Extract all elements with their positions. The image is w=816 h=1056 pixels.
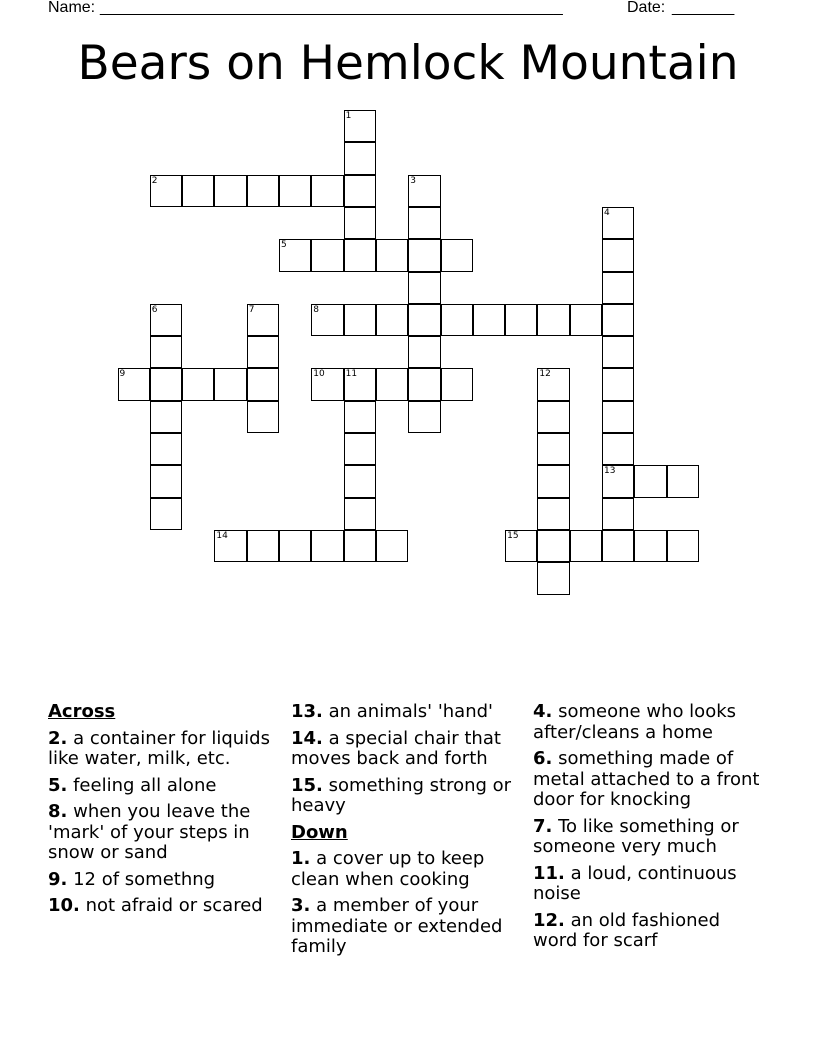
clue-text: a loud, continuous noise <box>533 862 737 904</box>
grid-cell[interactable] <box>505 530 537 562</box>
grid-cell[interactable] <box>150 304 182 336</box>
grid-cell[interactable] <box>408 207 440 239</box>
clue-number-label: 7. <box>533 815 553 837</box>
grid-cell[interactable] <box>602 336 634 368</box>
clue-text: something strong or heavy <box>291 774 512 816</box>
clue-number: 10 <box>313 369 325 380</box>
grid-cell[interactable] <box>537 433 569 465</box>
grid-cell[interactable] <box>537 498 569 530</box>
grid-cell[interactable] <box>344 498 376 530</box>
clue-number-label: 3. <box>291 895 311 916</box>
clue-item <box>533 749 765 811</box>
clue-item <box>533 817 765 858</box>
grid-cell[interactable] <box>602 433 634 465</box>
page-title: Bears on Hemlock Mountain <box>77 36 739 91</box>
clue-number-label: 2. <box>48 727 68 749</box>
grid-cell[interactable] <box>344 530 376 562</box>
clue-number-label: 6. <box>533 748 553 769</box>
clue-text: when you leave the 'mark' of your steps in snow or sand <box>48 801 251 863</box>
grid-cell[interactable] <box>344 368 376 400</box>
clue-number-label: 12. <box>533 909 565 931</box>
name-label: Name: <box>48 0 96 16</box>
clue-number-label: 5. <box>48 774 68 796</box>
grid-cell[interactable] <box>408 304 440 336</box>
clue-number: 7 <box>248 304 255 315</box>
clue-section-heading: Across <box>48 701 116 722</box>
clue-item <box>291 849 523 890</box>
grid-cell[interactable] <box>344 401 376 433</box>
grid-cell[interactable] <box>408 239 440 271</box>
grid-cell[interactable] <box>667 530 699 562</box>
grid-cell[interactable] <box>344 142 376 174</box>
grid-cell[interactable] <box>182 175 214 207</box>
grid-cell[interactable] <box>247 175 279 207</box>
grid-cell[interactable] <box>344 110 376 142</box>
grid-cell[interactable] <box>214 530 246 562</box>
grid-cell[interactable] <box>634 530 666 562</box>
grid-cell[interactable] <box>505 304 537 336</box>
clue-item <box>291 729 523 770</box>
clue-text: a cover up to keep clean when cooking <box>291 848 485 890</box>
clue-item <box>533 864 765 905</box>
grid-cell[interactable] <box>473 304 505 336</box>
grid-cell[interactable] <box>570 530 602 562</box>
grid-cell[interactable] <box>247 368 279 400</box>
grid-cell[interactable] <box>441 239 473 271</box>
grid-cell[interactable] <box>311 368 343 400</box>
grid-cell[interactable] <box>150 175 182 207</box>
grid-cell[interactable] <box>247 530 279 562</box>
clue-column-3 <box>533 702 765 958</box>
clue-column-2 <box>291 702 523 964</box>
grid-cell[interactable] <box>150 465 182 497</box>
grid-cell[interactable] <box>311 304 343 336</box>
clue-number: 5 <box>281 240 287 251</box>
clue-item <box>291 776 523 817</box>
clue-number: 2 <box>151 175 158 186</box>
grid-cell[interactable] <box>537 530 569 562</box>
grid-cell[interactable] <box>247 401 279 433</box>
clue-item <box>48 870 280 891</box>
clue-number: 13 <box>604 466 616 477</box>
clue-number: 12 <box>539 369 551 380</box>
clue-number: 9 <box>119 369 126 380</box>
clue-number-label: 11. <box>533 862 565 884</box>
grid-cell[interactable] <box>247 336 279 368</box>
clue-item <box>291 702 523 723</box>
grid-cell[interactable] <box>344 304 376 336</box>
grid-cell[interactable] <box>537 562 569 594</box>
clue-number: 1 <box>345 111 352 121</box>
clue-section-heading: Down <box>291 821 348 843</box>
grid-cell[interactable] <box>344 239 376 271</box>
grid-cell[interactable] <box>311 175 343 207</box>
clue-number-label: 8. <box>48 801 68 822</box>
clue-number-label: 14. <box>291 727 323 749</box>
grid-cell[interactable] <box>667 465 699 497</box>
grid-cell[interactable] <box>441 368 473 400</box>
clue-number: 14 <box>216 530 228 541</box>
clue-text: something made of metal attached to a front door for knocking <box>533 748 760 810</box>
grid-cell[interactable] <box>376 368 408 400</box>
clue-text: 12 of somethng <box>67 868 216 890</box>
grid-cell[interactable] <box>247 304 279 336</box>
grid-cell[interactable] <box>408 401 440 433</box>
grid-cell[interactable] <box>376 530 408 562</box>
grid-cell[interactable] <box>150 433 182 465</box>
date-label: Date: <box>627 0 666 16</box>
grid-cell[interactable] <box>602 368 634 400</box>
clue-text: a member of your immediate or extended family <box>291 895 503 957</box>
clue-text: someone who looks after/cleans a home <box>533 701 737 743</box>
clue-item <box>48 729 280 770</box>
grid-cell[interactable] <box>279 530 311 562</box>
clue-item <box>48 896 280 917</box>
clue-item <box>48 776 280 797</box>
grid-cell[interactable] <box>602 498 634 530</box>
grid-cell[interactable] <box>602 272 634 304</box>
clue-text: not afraid or scared <box>79 895 263 916</box>
clue-text: an old fashioned word for scarf <box>533 909 721 951</box>
clue-text: a special chair that moves back and forth <box>291 727 501 769</box>
clue-text: an animals' 'hand' <box>322 701 493 722</box>
grid-cell[interactable] <box>570 304 602 336</box>
grid-cell[interactable] <box>344 207 376 239</box>
grid-cell[interactable] <box>150 336 182 368</box>
grid-cell[interactable] <box>537 401 569 433</box>
clue-number-label: 13. <box>291 701 323 722</box>
clue-number: 3 <box>410 175 416 186</box>
grid-cell[interactable] <box>537 465 569 497</box>
clue-item <box>291 896 523 958</box>
grid-cell[interactable] <box>408 368 440 400</box>
grid-cell[interactable] <box>344 433 376 465</box>
grid-cell[interactable] <box>602 207 634 239</box>
grid-cell[interactable] <box>602 530 634 562</box>
grid-cell[interactable] <box>602 465 634 497</box>
grid-cell[interactable] <box>311 239 343 271</box>
clue-item <box>48 802 280 864</box>
grid-cell[interactable] <box>408 272 440 304</box>
grid-cell[interactable] <box>376 304 408 336</box>
clue-item <box>533 702 765 743</box>
clue-number: 15 <box>507 530 519 541</box>
clue-text: feeling all alone <box>67 774 217 796</box>
name-line[interactable]: ____________________________________________________ <box>100 0 563 16</box>
grid-cell[interactable] <box>311 530 343 562</box>
clue-item <box>533 911 765 952</box>
grid-cell[interactable] <box>537 368 569 400</box>
grid-cell[interactable] <box>408 336 440 368</box>
grid-cell[interactable] <box>344 465 376 497</box>
grid-cell[interactable] <box>118 368 150 400</box>
grid-cell[interactable] <box>602 401 634 433</box>
clue-number: 8 <box>313 304 320 315</box>
grid-cell[interactable] <box>602 304 634 336</box>
grid-cell[interactable] <box>344 175 376 207</box>
clue-number: 6 <box>151 304 158 315</box>
clue-text: a container for liquids like water, milk, etc. <box>48 727 270 769</box>
grid-cell[interactable] <box>182 368 214 400</box>
grid-cell[interactable] <box>279 239 311 271</box>
grid-cell[interactable] <box>214 175 246 207</box>
grid-cell[interactable] <box>150 368 182 400</box>
date-line[interactable]: _______ <box>672 0 735 16</box>
clue-number: 11 <box>345 369 358 380</box>
grid-cell[interactable] <box>279 175 311 207</box>
grid-cell[interactable] <box>376 239 408 271</box>
grid-cell[interactable] <box>408 175 440 207</box>
grid-cell[interactable] <box>150 498 182 530</box>
clue-number-label: 15. <box>291 774 323 796</box>
grid-cell[interactable] <box>150 401 182 433</box>
clue-number-label: 10. <box>48 895 80 916</box>
clue-number-label: 4. <box>533 701 553 722</box>
grid-cell[interactable] <box>634 465 666 497</box>
grid-cell[interactable] <box>214 368 246 400</box>
grid-cell[interactable] <box>441 304 473 336</box>
grid-cell[interactable] <box>537 304 569 336</box>
clue-number: 4 <box>604 207 610 218</box>
clue-number-label: 9. <box>48 868 68 890</box>
grid-cell[interactable] <box>602 239 634 271</box>
clue-text: To like something or someone very much <box>533 815 739 857</box>
clue-number-label: 1. <box>291 848 311 869</box>
clue-column-1 <box>48 702 280 923</box>
